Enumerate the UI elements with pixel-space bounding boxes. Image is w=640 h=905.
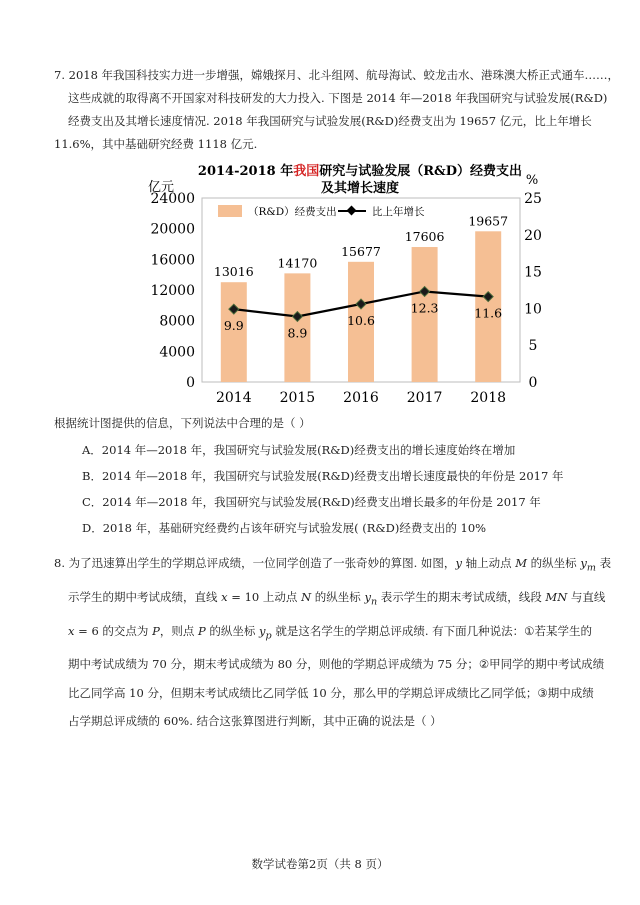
q8-line: 比乙同学高 10 分，但期末考试成绩比乙同学低 10 分，那么甲的学期总评成绩比乙同学低；③期中成绩 bbox=[68, 685, 594, 700]
growth-value-label: 10.6 bbox=[347, 312, 375, 328]
legend-line-label: 比上年增长 bbox=[372, 206, 425, 218]
legend-marker bbox=[347, 206, 357, 216]
q7-line: 7. 2018 年我国科技实力进一步增强，嫦娥探月、北斗组网、航母海试、蛟龙击水、港珠澳大桥正式通车……， bbox=[54, 68, 620, 82]
bar-value-label: 14170 bbox=[277, 255, 318, 271]
left-tick-label: 20000 bbox=[150, 221, 195, 238]
rd-expenditure-chart bbox=[140, 160, 540, 420]
right-tick-label: 5 bbox=[528, 338, 538, 355]
right-tick-label: 0 bbox=[528, 375, 538, 391]
q7-option-b[interactable]: B．2014 年—2018 年，我国研究与试验发展(R&D)经费支出增长速度最快的年份是 2017 年 bbox=[82, 469, 564, 483]
right-axis-unit: % bbox=[525, 173, 539, 188]
question-8 bbox=[54, 549, 612, 736]
legend-bar-label: （R&D）经费支出 bbox=[248, 206, 337, 218]
q7-line: 经费支出及其增长速度情况. 2018 年我国研究与试验发展(R&D)经费支出为 19657 亿元，比上年增长 bbox=[68, 114, 592, 128]
q7-line: 11.6%，其中基础研究经费 1118 亿元. bbox=[54, 137, 258, 151]
growth-value-label: 12.3 bbox=[410, 300, 439, 316]
q8-line: x = 6 的交点为 P，则点 P 的纵坐标 $y_p$ 就是这名学生的学期总评成绩. 有下面几种说法：①若某学生的 bbox=[68, 623, 592, 641]
chart-title bbox=[198, 163, 522, 179]
q7-options bbox=[82, 437, 563, 541]
x-tick-label: 2018 bbox=[470, 390, 507, 406]
x-tick-label: 2015 bbox=[279, 390, 316, 406]
left-tick-label: 24000 bbox=[150, 191, 195, 207]
bar-value-label: 19657 bbox=[468, 213, 509, 229]
chart-title-highlight: 我国 bbox=[293, 164, 320, 179]
left-tick-label: 12000 bbox=[150, 283, 195, 299]
chart-title-line2: 及其增长速度 bbox=[320, 181, 400, 196]
page-footer: 数学试卷第2页（共 8 页） bbox=[251, 857, 389, 871]
growth-value-label: 8.9 bbox=[287, 325, 308, 341]
q7-line: 这些成就的取得离不开国家对科技研发的大力投入. 下图是 2014 年—2018 年我国研究与试验发展(R&D) bbox=[68, 91, 608, 105]
q7-option-c[interactable]: C．2014 年—2018 年，我国研究与试验发展(R&D)经费支出增长最多的年份是 2017 年 bbox=[82, 495, 541, 509]
q7-option-a[interactable]: A．2014 年—2018 年，我国研究与试验发展(R&D)经费支出的增长速度始终在增加 bbox=[82, 443, 516, 457]
left-axis-unit: 亿元 bbox=[148, 180, 175, 195]
left-tick-label: 16000 bbox=[150, 252, 195, 269]
right-tick-label: 15 bbox=[524, 264, 542, 281]
left-tick-label: 0 bbox=[186, 375, 195, 391]
q7-stem-text: 根据统计图提供的信息，下列说法中合理的是（ ） bbox=[54, 416, 311, 430]
q8-line: 占学期总评成绩的 60%. 结合这张算图进行判断，其中正确的说法是（ ） bbox=[68, 714, 442, 729]
right-tick-label: 20 bbox=[524, 227, 542, 244]
bar-value-label: 15677 bbox=[341, 243, 381, 259]
legend bbox=[218, 205, 425, 218]
q8-line: 期中考试成绩为 70 分，期末考试成绩为 80 分，则他的学期总评成绩为 75 分；②甲同学的期中考试成绩 bbox=[68, 657, 605, 672]
growth-value-label: 11.6 bbox=[474, 305, 503, 321]
right-tick-label: 10 bbox=[524, 301, 542, 318]
x-tick-label: 2017 bbox=[406, 390, 443, 406]
q7-option-d[interactable]: D．2018 年，基础研究经费约占该年研究与试验发展( (R&D)经费支出的 10% bbox=[82, 521, 487, 535]
legend-bar-swatch bbox=[218, 205, 242, 217]
x-tick-label: 2014 bbox=[215, 390, 252, 406]
bar-value-label: 13016 bbox=[213, 264, 254, 280]
right-tick-label: 25 bbox=[524, 191, 542, 207]
left-tick-label: 4000 bbox=[159, 344, 195, 361]
chart-title-part: 2014-2018 年 bbox=[197, 164, 294, 179]
chart-title-part: 研究与试验发展（R&D）经费支出 bbox=[319, 164, 523, 179]
left-tick-label: 8000 bbox=[159, 313, 195, 330]
bar-value-label: 17606 bbox=[404, 229, 445, 245]
growth-value-label: 9.9 bbox=[223, 318, 244, 334]
question-7 bbox=[54, 64, 620, 156]
q7-stem bbox=[54, 412, 594, 435]
q8-line: 8. 为了迅速算出学生的学期总评成绩，一位同学创造了一张奇妙的算图. 如图，y 轴上动点 M 的纵坐标 $y_m$ 表 bbox=[54, 556, 612, 574]
x-tick-label: 2016 bbox=[343, 390, 379, 406]
q8-line: 示学生的期中考试成绩，直线 x = 10 上动点 N 的纵坐标 $y_n$ 表示学生的期末考试成绩，线段 MN 与直线 bbox=[68, 589, 606, 608]
